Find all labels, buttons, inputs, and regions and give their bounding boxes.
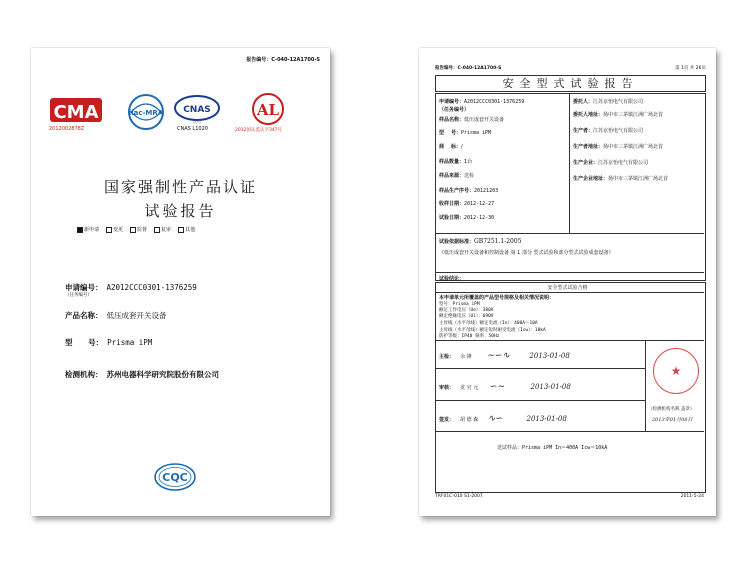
- form-date: 2011-5-24: [680, 494, 704, 499]
- spec-line: 防护等级：IP40 频率：50Hz: [439, 334, 500, 339]
- svg-text:AL: AL: [256, 101, 280, 119]
- svg-text:CNAS: CNAS: [183, 105, 211, 115]
- checkbox-checked-icon: [77, 227, 83, 233]
- signature-row-inspector: 主检： 余 锋 ∼∽∿ 2013-01-08: [439, 351, 570, 361]
- info-task-number: （任务编号）: [439, 107, 470, 113]
- application-number-label: 申请编号：: [65, 283, 103, 292]
- row-divider: [435, 400, 645, 401]
- report-title-line1: 国家强制性产品认证: [103, 178, 257, 196]
- row-divider: [435, 431, 704, 432]
- column-divider: [569, 93, 570, 233]
- info-client: 委托人：江苏京怡电气有限公司: [573, 99, 644, 105]
- spec-line: 型号：Prisma iPM: [439, 302, 480, 307]
- signature-handwritten: ∿∽: [487, 414, 503, 424]
- option-supervision: 监督: [130, 226, 147, 233]
- application-number-value: A2012CCC0301-1376259: [106, 283, 197, 292]
- cma-logo: [47, 92, 105, 136]
- info-test-date: 试验日期：2012-12-30: [439, 215, 495, 221]
- model-field: [65, 337, 152, 348]
- seal-caption: （检测机构名称 盖章）: [648, 407, 695, 412]
- summary-line: 送试样品：Prisma iPM In＝400A Icw＝10kA: [497, 445, 608, 451]
- column-divider: [645, 340, 646, 431]
- model-value: Prisma iPM: [107, 338, 153, 347]
- report-title: 安全型式试验报告: [435, 75, 706, 92]
- signature-handwritten: ∼∽∿: [487, 351, 510, 361]
- svg-text:CQC: CQC: [162, 471, 188, 484]
- row-divider: [435, 272, 704, 273]
- info-trademark: 商 标：/: [439, 144, 463, 150]
- test-organization-label: 检测机构：: [65, 370, 103, 379]
- option-new-application: 新申请: [77, 226, 99, 233]
- row-divider: [435, 368, 645, 369]
- task-number-sublabel: （任务编号）: [65, 293, 92, 298]
- product-name-field: [65, 310, 167, 321]
- spec-line: 主母线（水平母线）额定短时耐受电流（Icw）：10kA: [439, 328, 546, 333]
- info-sample-source: 样品来源：送检: [439, 173, 475, 179]
- ilac-mra-logo: [123, 92, 169, 136]
- product-name-value: 低压成套开关设备: [106, 311, 167, 320]
- certification-cover-page: [31, 48, 330, 516]
- form-code: TRF01C-010 S1-2007: [435, 494, 483, 499]
- cqc-logo: [153, 462, 197, 492]
- test-organization-value: 苏州电器科学研究院股份有限公司: [106, 370, 219, 379]
- info-model: 型 号：Prisma iPM: [439, 130, 492, 136]
- info-application-number: 申请编号：A2012CCC0301-1376259: [439, 99, 525, 105]
- application-type-options: [77, 226, 195, 233]
- page-number: 第 1页 共 26页: [675, 66, 706, 71]
- product-name-label: 产品名称：: [65, 311, 103, 320]
- report-number: 报告编号：C-040-12A1700-S: [435, 66, 502, 71]
- option-review: 复审: [154, 226, 171, 233]
- svg-text:认可: 认可: [193, 119, 201, 124]
- row-divider: [435, 340, 704, 341]
- cnas-logo: [171, 92, 223, 136]
- svg-text:ilac-MRA: ilac-MRA: [128, 109, 164, 117]
- cnas-code: CNAS L1020: [177, 126, 208, 132]
- row-divider: [435, 292, 704, 293]
- report-title-line2: 试验报告: [144, 202, 217, 220]
- info-sample-quantity: 样品数量：1台: [439, 159, 473, 165]
- cma-code: 2012002878Z: [49, 126, 85, 132]
- info-manufacturer: 生产企业：江苏京怡电气有限公司: [573, 160, 649, 166]
- option-other: 其他: [178, 226, 195, 233]
- model-label: 型 号：: [65, 338, 104, 347]
- row-divider: [435, 233, 704, 234]
- spec-line: 主母线（水平母线）额定电流（In）：400A～10A: [439, 321, 538, 326]
- checkbox-empty-icon: [130, 227, 136, 233]
- test-organization-field: [65, 369, 219, 380]
- al-caption: 2012国认监认字347号: [235, 128, 283, 133]
- checkbox-empty-icon: [154, 227, 160, 233]
- signature-row-reviewer: 审核： 龙 官 元 ∽∼ 2013-01-08: [439, 382, 571, 392]
- safety-type-test-report-page: [419, 48, 716, 516]
- report-number: 报告编号：C-040-12A1700-S: [246, 57, 320, 63]
- spec-line: 额定绝缘电压（Ui）：690V: [439, 314, 494, 319]
- info-client-address: 委托人地址：扬中市三茅镇江洲广场北首: [573, 112, 664, 118]
- spec-line: 额定工作电压（Ue）：380V: [439, 308, 494, 313]
- test-basis: 试验依据标准：GB7251.1-2005: [439, 238, 522, 245]
- signature-handwritten: ∽∼: [489, 382, 505, 392]
- info-manufacturer-address: 生产企业地址：扬中市三茅镇江洲广场北首: [573, 176, 669, 182]
- info-sample-name: 样品名称：低压成套开关设备: [439, 117, 505, 123]
- svg-text:CMA: CMA: [53, 102, 99, 123]
- checkbox-empty-icon: [178, 227, 184, 233]
- info-receipt-date: 收样日期：2012-12-27: [439, 201, 495, 207]
- info-producer: 生产者：江苏京怡电气有限公司: [573, 128, 644, 134]
- checkbox-empty-icon: [106, 227, 112, 233]
- test-basis-description: 《低压成套开关设备和控制设备 第 1 部分 型式试验和部分型式试验成套设备》: [439, 250, 614, 256]
- info-serial-number: 样品生产序号：20121203: [439, 188, 499, 194]
- spec-intro: 本申请单元所覆盖的产品型号规格及相关情况说明：: [439, 295, 555, 301]
- al-logo: [235, 92, 301, 136]
- test-conclusion-label: 试验结论：: [439, 276, 465, 282]
- signature-row-issuer: 签发： 胡 德 森 ∿∽ 2013-01-08: [439, 414, 567, 424]
- option-change: 变更: [106, 226, 123, 233]
- conclusion-value: 安全型式试验合格: [547, 285, 588, 291]
- seal-date: 2013年01月08日: [652, 417, 693, 423]
- official-seal-icon: ★: [653, 348, 699, 394]
- info-producer-address: 生产者地址：扬中市三茅镇江洲广场北首: [573, 144, 664, 150]
